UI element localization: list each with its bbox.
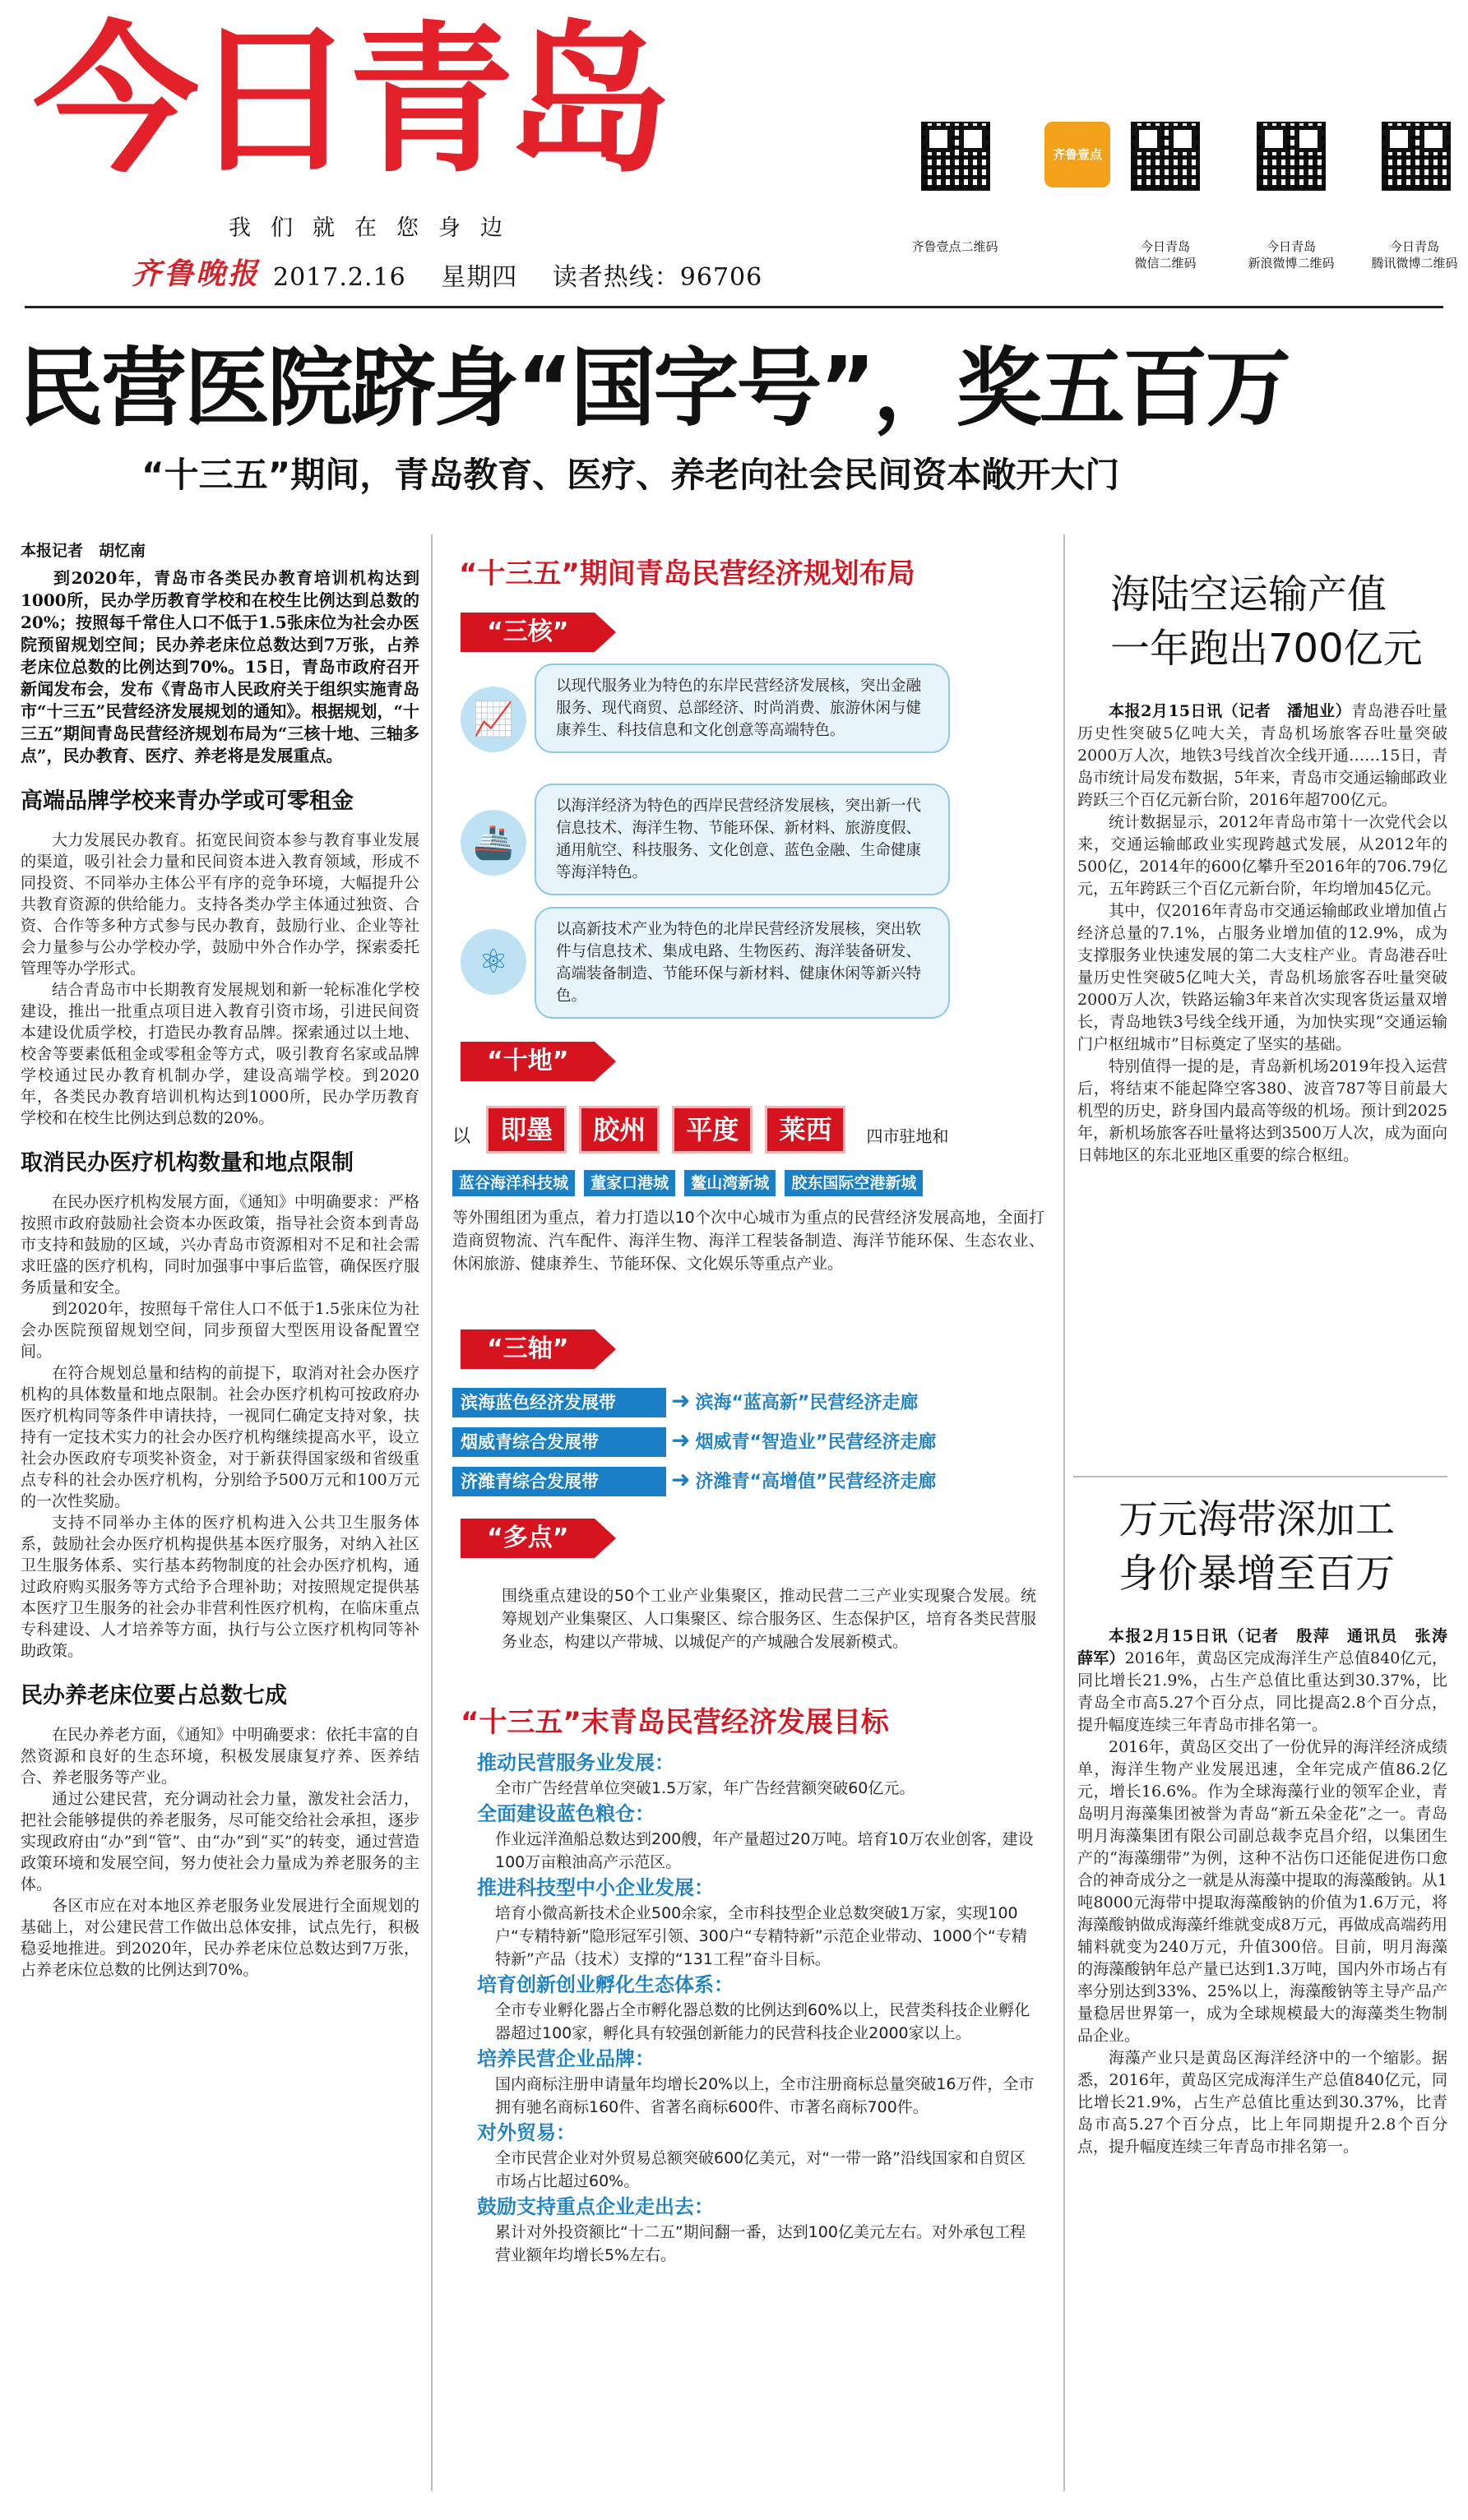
goal-text: 国内商标注册申请量年均增长20%以上，全市注册商标总量突破16万件，全市拥有驰名商标160件、省著名商标600件、市著名商标700件。	[495, 2075, 1035, 2116]
dateline	[273, 257, 789, 293]
section-tag-points: “多点”	[461, 1519, 595, 1558]
newspaper-brand: 齐鲁晚报	[132, 257, 261, 291]
land-suffix: 四市驻地和	[866, 1126, 949, 1146]
axis-from: 济潍青综合发展带	[452, 1467, 666, 1496]
zone-badge: 鳌山湾新城	[684, 1170, 776, 1196]
column-divider	[1063, 534, 1065, 2491]
axis-row	[452, 1466, 936, 1496]
qr-code-icon	[921, 122, 990, 191]
qr-label: 今日青岛 微信二维码	[1134, 239, 1197, 270]
city-badge: 莱西	[765, 1106, 845, 1154]
growth-chart-icon: 📈	[461, 687, 526, 752]
main-headline: 民营医院跻身“国字号”，奖五百万	[18, 338, 1289, 438]
goal-heading: 对外贸易：	[477, 2121, 576, 2144]
goal-text: 累计对外投资额比“十二五”期间翻一番，达到100亿美元左右。对外承包工程营业额年均增长5%左右。	[495, 2223, 1026, 2264]
sub-headline: “十三五”期间，青岛教育、医疗、养老向社会民间资本敞开大门	[141, 455, 1120, 495]
dateline-byline: 本报2月15日讯（记者 殷萍 通讯员 张涛 薛军）	[1077, 1627, 1464, 1667]
plan-layout-panel	[444, 539, 1049, 2495]
goals-title: “十三五”末青岛民营经济发展目标	[461, 1706, 889, 1739]
goal-heading: 推动民营服务业发展：	[477, 1751, 674, 1774]
right-article-kelp	[1077, 1492, 1464, 2158]
axis-row	[452, 1426, 936, 1456]
paragraph: 到2020年，按照每千常住人口不低于1.5张床位为社会办医院预留规划空间，同步预留大型医用设备配置空间。	[21, 1300, 419, 1361]
panel-title: “十三五”期间青岛民营经济规划布局	[459, 557, 915, 590]
lead-paragraph: 到2020年，青岛市各类民办教育培训机构达到1000所，民办学历教育学校和在校生比例达到总数的20%；按照每千常住人口不低于1.5张床位为社会办医院预留规划空间；民办养老床位总数达到7万张，占养老床位总数的比例达到70%。15日，青岛市政府召开新闻发布会，发布《青岛市人民政府关于组织实施青岛市“十三五”民营经济发展规划的通知》。根据规划，“十三五”期间青岛民营经济规划布局为“三核十地、三轴多点”，民办教育、医疗、养老将是发展重点。	[21, 568, 419, 765]
zone-badge: 胶东国际空港新城	[785, 1170, 923, 1196]
paragraph-text: 2016年，黄岛区完成海洋生产总值840亿元，同比增长21.9%，占生产总值比重达到30.37%，比青岛全市高5.27个百分点，同比提高2.8个百分点，提升幅度连续三年青岛市排名第一。	[1077, 1649, 1447, 1734]
land-text: 等外围组团为重点，着力打造以10个次中心城市为重点的民营经济发展高地，全面打造商贸物流、汽车配件、海洋生物、海洋工程装备制造、海洋节能环保、生态农业、休闲旅游、健康养生、节能环保、文化娱乐等重点产业。	[452, 1209, 1044, 1273]
masthead-slogan: 我们就在您身边	[229, 215, 522, 241]
article-title: 身价暴增至百万	[1118, 1551, 1396, 1597]
goal-heading: 鼓励支持重点企业走出去：	[477, 2195, 714, 2218]
qilu-app-icon: 齐鲁壹点	[1044, 122, 1110, 187]
goal-heading: 推进科技型中小企业发展：	[477, 1876, 714, 1899]
article-divider	[1073, 1476, 1447, 1477]
paragraph: 其中，仅2016年青岛市交通运输邮政业增加值占经济总量的7.1%，占服务业增加值的12.9%，成为支撑服务业快速发展的第二大支柱产业。青岛港吞吐量历史性突破5亿吨大关，青岛机场旅客吞吐量突破2000万人次，铁路运输3年来首次实现客货运量双增长，青岛地铁3号线全线开通，为加快实现“交通运输门户枢纽城市”目标奠定了坚实的基础。	[1077, 902, 1447, 1053]
arrow-right-icon: ➜	[671, 1426, 691, 1454]
city-badge: 平度	[672, 1106, 753, 1154]
byline: 本报记者 胡忆南	[21, 542, 146, 560]
article-title: 一年跑出700亿元	[1110, 626, 1423, 672]
goals-list	[477, 1749, 1036, 2267]
arrow-right-icon: ➜	[671, 1466, 691, 1493]
paragraph	[1077, 701, 1447, 811]
land-prefix: 以	[452, 1126, 471, 1147]
points-text: 围绕重点建设的50个工业产业集聚区，推动民营二三产业实现聚合发展。统筹规划产业集聚区、人口集聚区、综合服务区、生态保护区，培育各类民营服务业态，构建以产带城、以城促产的产城融合发展新模式。	[502, 1587, 1036, 1651]
goal-text: 全市广告经营单位突破1.5万家，年广告经营额突破60亿元。	[495, 1779, 915, 1797]
goal-heading: 培养民营企业品牌：	[477, 2047, 655, 2070]
paragraph: 通过公建民营，充分调动社会力量，激发社会活力，把社会能够提供的养老服务，尽可能交给社会承担，逐步实现政府由“办”到“管”、由“办”到“买”的转变，通过营造政策环境和发展空间，努力使社会力量成为养老服务的主体。	[21, 1790, 419, 1893]
section-heading: 高端品牌学校来青办学或可零租金	[21, 788, 354, 814]
core-box-north: 以高新技术产业为特色的北岸民营经济发展核，突出软件与信息技术、集成电路、生物医药、海洋装备研发、高端装备制造、节能环保与新材料、健康休闲等新兴特色。	[535, 907, 950, 1019]
core-box-west: 以海洋经济为特色的西岸民营经济发展核，突出新一代信息技术、海洋生物、节能环保、新材料、旅游度假、通用航空、科技服务、文化创意、蓝色金融、生命健康等海洋特色。	[535, 784, 950, 895]
goal-text: 培育小微高新技术企业500余家，全市科技型企业总数突破1万家，实现100户“专精特新”隐形冠军引领、300户“专精特新”示范企业带动、1000个“专精特新”产品（技术）支撑的“131工程”奋斗目标。	[495, 1904, 1027, 1968]
city-badge: 胶州	[579, 1106, 660, 1154]
axis-from: 滨海蓝色经济发展带	[452, 1388, 666, 1417]
goal-text: 全市专业孵化器占全市孵化器总数的比例达到60%以上，民营类科技企业孵化器超过100家，孵化具有较强创新能力的民营科技企业2000家以上。	[495, 2001, 1030, 2042]
city-badge: 即墨	[486, 1106, 567, 1154]
qr-label: 今日青岛 新浪微博二维码	[1248, 239, 1335, 270]
section-tag-core: “三核”	[461, 613, 595, 652]
section-tag-axis: “三轴”	[461, 1329, 595, 1369]
dateline-byline: 本报2月15日讯（记者 潘旭业）	[1109, 702, 1352, 720]
axis-to: 济潍青“高增值”民营经济走廊	[695, 1472, 937, 1492]
zone-badge: 蓝谷海洋科技城	[452, 1170, 575, 1196]
issue-date: 2017.2.16	[273, 263, 406, 292]
goal-heading: 培育创新创业孵化生态体系：	[477, 1973, 734, 1996]
qr-code-icon	[1382, 122, 1451, 191]
zone-badge: 董家口港城	[584, 1170, 675, 1196]
axis-to: 烟威青“智造业”民营经济走廊	[695, 1432, 937, 1453]
paragraph: 在符合规划总量和结构的前提下，取消对社会办医疗机构的具体数量和地点限制。社会办医疗机构可按政府办医疗机构同等条件申请扶持，一视同仁确定支持对象，扶持有一定技术实力的社会办医疗机构继续提高水平，设立社会办医政府专项奖补资金，对于新获得国家级和省级重点专科的社会办医疗机构，分别给予500万元和100万元的一次性奖励。	[21, 1364, 419, 1510]
paragraph: 2016年，黄岛区交出了一份优异的海洋经济成绩单，海洋生物产业发展迅速，全年完成产值86.2亿元，增长16.6%。作为全球海藻行业的领军企业，青岛明月海藻集团被誉为青岛“新五朵金花”之一。青岛明月海藻集团有限公司副总裁李克昌介绍，以集团生产的“海藻绷带”为例，这种不沾伤口还能促进伤口愈合的神奇成分之一就是从海藻中提取的海藻酸钠。从1吨8000元海带中提取海藻酸钠的价值为1.6万元，将海藻酸钠做成海藻纤维就变成8万元，再做成高端药用辅料就变为240万元，升值300倍。目前，明月海藻的海藻酸钠年总产量已达到1.3万吨，国内外市场占有率分别达到33%、25%以上，海藻酸钠等主导产品产量稳居世界第一，成为全球规模最大的海藻类生物制品企业。	[1077, 1738, 1447, 2045]
paragraph: 支持不同举办主体的医疗机构进入公共卫生服务体系，鼓励社会办医疗机构提供基本医疗服务，对纳入社区卫生服务体系、实行基本药物制度的社会办医疗机构，通过政府购买服务等方式给予合理补助；对按照规定提供基本医疗卫生服务的社会办非营利性医疗机构，在临床重点专科建设、人才培养等方面，执行与公立医疗机构同等补助政策。	[21, 1514, 419, 1660]
paragraph	[1077, 1625, 1464, 1736]
core-box-east: 以现代服务业为特色的东岸民营经济发展核，突出金融服务、现代商贸、总部经济、时尚消费、旅游休闲与健康养生、科技信息和文化创意等高端特色。	[535, 664, 950, 753]
ship-icon: 🚢	[461, 810, 526, 876]
section-heading: 民办养老床位要占总数七成	[21, 1683, 287, 1709]
paragraph: 在民办医疗机构发展方面，《通知》中明确要求：严格按照市政府鼓励社会资本办医政策，指导社会资本到青岛市支持和鼓励的区域，兴办青岛市资源相对不足和社会需求旺盛的医疗机构，同时加强事中事后监管，确保医疗服务质量和安全。	[21, 1193, 419, 1297]
qr-label: 齐鲁壹点二维码	[911, 239, 998, 254]
atom-icon: ⚛	[461, 929, 526, 995]
arrow-right-icon: ➜	[671, 1387, 691, 1414]
goal-text: 全市民营企业对外贸易总额突破600亿美元，对“一带一路”沿线国家和自贸区市场占比超过60%。	[495, 2149, 1026, 2190]
right-article-transport	[1077, 567, 1447, 1167]
qr-code-icon	[1257, 122, 1326, 191]
paragraph-text: 青岛港吞吐量历史性突破5亿吨大关，青岛机场旅客吞吐量突破2000万人次，地铁3号线首次全线开通……15日，青岛市统计局发布数据，5年来，青岛市交通运输邮政业跨跃三个百亿元新台阶，2016年超700亿元。	[1077, 702, 1447, 809]
paragraph: 各区市应在对本地区养老服务业发展进行全面规划的基础上，对公建民营工作做出总体安排，试点先行，积极稳妥地推进。到2020年，民办养老床位总数达到7万张，占养老床位总数的比例达到70%。	[21, 1897, 419, 1979]
left-article	[21, 539, 419, 1981]
paragraph: 大力发展民办教育。拓宽民间资本参与教育事业发展的渠道，吸引社会力量和民间资本进入教育领域，形成不同投资、不同举办主体公平有序的竞争环境，大幅提升公共教育资源的供给能力。支持各类办学主体通过独资、合资、合作等多种方式参与民办教育，鼓励行业、企业等社会力量参与公办学校办学，鼓励中外合作办学，探索委托管理等办学形式。	[21, 831, 419, 978]
city-row	[452, 1106, 949, 1154]
axis-row	[452, 1387, 918, 1417]
axis-from: 烟威青综合发展带	[452, 1427, 666, 1457]
qr-code-group	[911, 115, 1458, 288]
section-heading: 取消民办医疗机构数量和地点限制	[21, 1150, 354, 1176]
masthead-divider	[25, 306, 1443, 308]
axis-to: 滨海“蓝高新”民营经济走廊	[695, 1393, 919, 1413]
paragraph: 统计数据显示，2012年青岛市第十一次党代会以来，交通运输邮政业实现跨越式发展，从2012年的500亿，2014年的600亿攀升至2016年的706.79亿元，五年跨跃三个百亿元新台阶，年均增加45亿元。	[1077, 813, 1447, 898]
section-tag-land: “十地”	[461, 1042, 595, 1081]
paragraph: 在民办养老方面，《通知》中明确要求：依托丰富的自然资源和良好的生态环境，积极发展康复疗养、医养结合、养老服务等产业。	[21, 1726, 419, 1787]
article-title: 万元海带深加工	[1118, 1496, 1396, 1542]
paragraph: 海藻产业只是黄岛区海洋经济中的一个缩影。据悉，2016年，黄岛区完成海洋生产总值840亿元，同比增长21.9%，占生产总值比重达到30.37%，比青岛市高5.27个百分点，比上年同期提升2.8个百分点，提升幅度连续三年青岛市排名第一。	[1077, 2049, 1447, 2156]
issue-weekday: 星期四	[441, 263, 518, 292]
qr-label: 今日青岛 腾讯微博二维码	[1371, 239, 1458, 270]
column-divider	[431, 534, 433, 2491]
qr-code-icon	[1131, 122, 1200, 191]
goal-heading: 全面建设蓝色粮仓：	[477, 1802, 655, 1825]
article-title: 海陆空运输产值	[1110, 571, 1387, 617]
masthead-title: 今日青岛	[33, 7, 664, 195]
paragraph: 结合青岛市中长期教育发展规划和新一轮标准化学校建设，推出一批重点项目进入教育引资市场，引进民间资本建设优质学校，打造民办教育品牌。探索通过以土地、校舍等要素低租金或零租金等方式，吸引教育名家或品牌学校通过民办教育机制办学，建设高端学校。到2020年，各类民办教育培训机构达到1000所，民办学历教育学校和在校生比例达到总数的20%。	[21, 981, 419, 1127]
goal-text: 作业远洋渔船总数达到200艘，年产量超过20万吨。培育10万农业创客，建设100万亩粮油高产示范区。	[495, 1830, 1034, 1871]
paragraph: 特别值得一提的是，青岛新机场2019年投入运营后，将结束不能起降空客380、波音787等目前最大机型的历史，跻身国内最高等级的机场。预计到2025年，新机场旅客吞吐量将达到3500万人次，成为面向日韩地区的东北亚地区重要的综合枢纽。	[1077, 1057, 1447, 1164]
reader-hotline: 读者热线：96706	[552, 263, 763, 292]
zone-row	[452, 1170, 928, 1196]
